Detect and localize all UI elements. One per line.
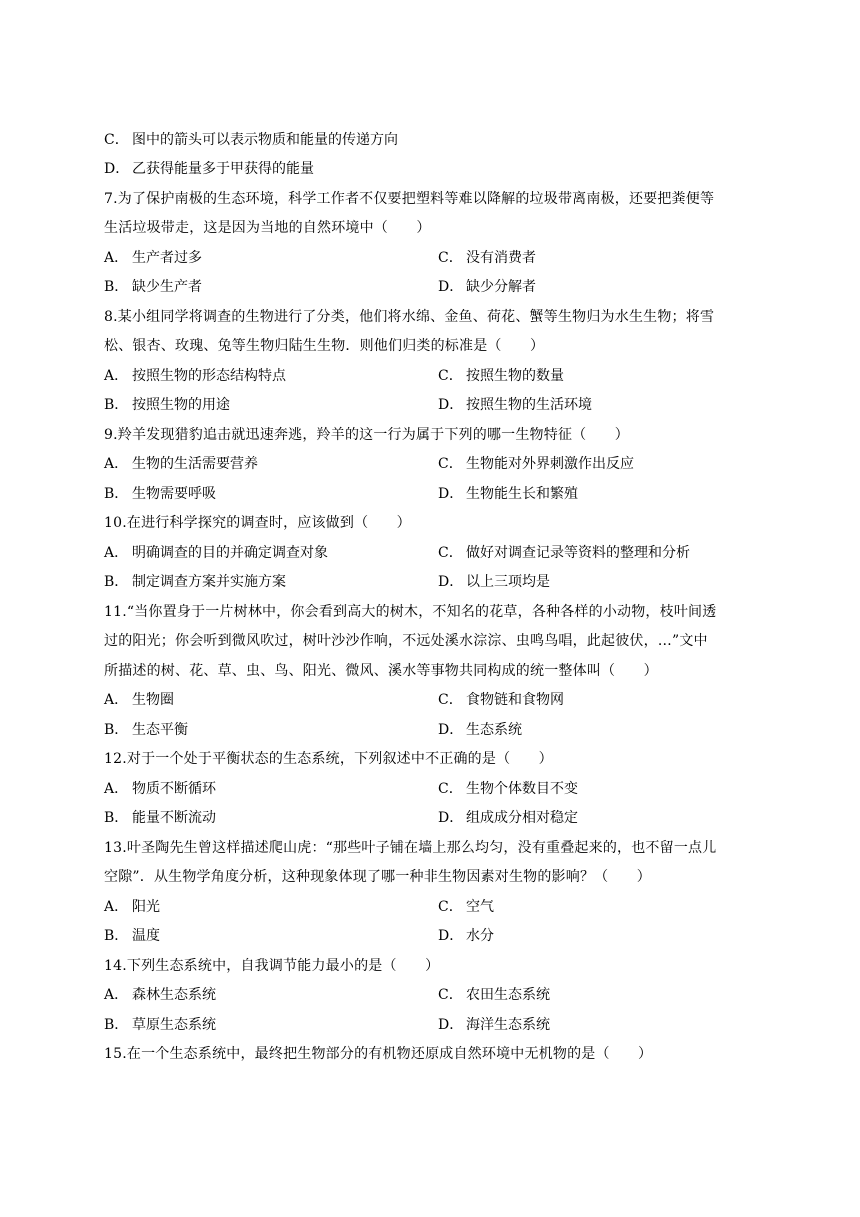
question-9-text-1: 9.羚羊发现猎豹追击就迅速奔逃，羚羊的这一行为属于下列的哪一生物特征（ ） (104, 427, 629, 443)
question-11-option-d (438, 721, 522, 739)
question-8-text-2: 松、银杏、玫瑰、兔等生物归陆生生物．则他们归类的标准是（ ） (104, 338, 545, 354)
option-letter: B． (104, 1017, 129, 1033)
question-8-option-d (438, 396, 592, 414)
question-13-option-a (104, 898, 160, 916)
option-letter: B． (104, 810, 129, 826)
option-letter: A． (104, 456, 129, 472)
option-letter: B． (104, 928, 129, 944)
question-8-option-b (104, 396, 230, 414)
question-9-option-a (104, 455, 258, 473)
option-letter: C． (438, 250, 463, 266)
question-12-option-b (104, 809, 216, 827)
question-10-option-c (438, 544, 690, 562)
question-9-option-d (438, 485, 578, 503)
question-10-option-d (438, 573, 550, 591)
question-15-text-1: 15.在一个生态系统中，最终把生物部分的有机物还原成自然环境中无机物的是（ ） (104, 1046, 653, 1062)
option-text: 按照生物的数量 (466, 368, 564, 384)
question-7-option-d (438, 278, 536, 296)
question-8-text-1: 8.某小组同学将调查的生物进行了分类，他们将水绵、金鱼、荷花、蟹等生物归为水生生物；将雪 (104, 309, 715, 325)
option-letter: B． (104, 279, 129, 295)
question-13-option-d (438, 927, 494, 945)
option-text: 阳光 (132, 899, 160, 915)
option-text: 海洋生态系统 (466, 1017, 550, 1033)
option-text: 生态系统 (466, 722, 522, 738)
option-letter: A． (104, 899, 129, 915)
question-10-option-a (104, 544, 328, 562)
question-11-option-b (104, 721, 188, 739)
option-text: 乙获得能量多于甲获得的能量 (132, 161, 314, 177)
option-text: 以上三项均是 (466, 574, 550, 590)
option-letter: D． (438, 810, 464, 826)
question-9-option-b (104, 485, 216, 503)
option-letter: B． (104, 722, 129, 738)
fragment-option-d (104, 160, 314, 178)
option-text: 生物需要呼吸 (132, 486, 216, 502)
option-text: 按照生物的用途 (132, 397, 230, 413)
option-letter: D． (438, 722, 464, 738)
question-11-text-1: 11.“当你置身于一片树林中，你会看到高大的树木，不知名的花草，各种各样的小动物，枝叶间透 (104, 604, 717, 620)
question-7-text-2: 生活垃圾带走，这是因为当地的自然环境中（ ） (104, 220, 431, 236)
option-text: 草原生态系统 (132, 1017, 216, 1033)
option-text: 温度 (132, 928, 160, 944)
question-13-text-2: 空隙”．从生物学角度分析，这种现象体现了哪一种非生物因素对生物的影响？（ ） (104, 869, 651, 885)
option-letter: A． (104, 781, 129, 797)
option-text: 缺少分解者 (466, 279, 536, 295)
question-14-text-1: 14.下列生态系统中，自我调节能力最小的是（ ） (104, 958, 440, 974)
question-13-option-c (438, 898, 494, 916)
option-letter: B． (104, 397, 129, 413)
option-text: 农田生态系统 (466, 987, 550, 1003)
option-letter: A． (104, 987, 129, 1003)
option-letter: D． (438, 928, 464, 944)
option-text: 生物个体数目不变 (466, 781, 578, 797)
question-14-option-d (438, 1016, 550, 1034)
option-text: 食物链和食物网 (466, 692, 564, 708)
option-text: 组成成分相对稳定 (466, 810, 578, 826)
option-text: 生物圈 (132, 692, 174, 708)
option-letter: C． (438, 781, 463, 797)
question-8-option-a (104, 367, 286, 385)
option-letter: B． (104, 574, 129, 590)
option-text: 生态平衡 (132, 722, 188, 738)
option-letter: C． (104, 132, 129, 148)
question-13-option-b (104, 927, 160, 945)
question-11-option-a (104, 691, 174, 709)
option-letter: A． (104, 692, 129, 708)
option-letter: D． (438, 486, 464, 502)
question-10-text-1: 10.在进行科学探究的调查时，应该做到（ ） (104, 515, 411, 531)
option-letter: C． (438, 545, 463, 561)
question-12-option-a (104, 780, 216, 798)
question-8-option-c (438, 367, 564, 385)
question-11-text-3: 所描述的树、花、草、虫、鸟、阳光、微风、溪水等事物共同构成的统一整体叫（ ） (104, 663, 658, 679)
option-text: 按照生物的生活环境 (466, 397, 592, 413)
question-11-option-c (438, 691, 564, 709)
option-letter: C． (438, 899, 463, 915)
option-text: 没有消费者 (466, 250, 536, 266)
option-text: 按照生物的形态结构特点 (132, 368, 286, 384)
question-12-option-c (438, 780, 578, 798)
option-text: 做好对调查记录等资料的整理和分析 (466, 545, 690, 561)
option-text: 生物能对外界刺激作出反应 (466, 456, 634, 472)
option-letter: C． (438, 987, 463, 1003)
option-text: 能量不断流动 (132, 810, 216, 826)
option-letter: D． (438, 397, 464, 413)
question-11-text-2: 过的阳光；你会听到微风吹过，树叶沙沙作响，不远处溪水淙淙、虫鸣鸟唱，此起彼伏，…”文中 (104, 633, 708, 649)
option-letter: A． (104, 545, 129, 561)
option-text: 空气 (466, 899, 494, 915)
option-text: 制定调查方案并实施方案 (132, 574, 286, 590)
question-7-option-a (104, 249, 202, 267)
option-letter: C． (438, 692, 463, 708)
option-text: 水分 (466, 928, 494, 944)
option-text: 明确调查的目的并确定调查对象 (132, 545, 328, 561)
option-letter: D． (438, 1017, 464, 1033)
option-letter: B． (104, 486, 129, 502)
question-14-option-a (104, 986, 216, 1004)
option-letter: A． (104, 250, 129, 266)
option-letter: D． (104, 161, 130, 177)
option-text: 缺少生产者 (132, 279, 202, 295)
question-12-option-d (438, 809, 578, 827)
question-7-text-1: 7.为了保护南极的生态环境，科学工作者不仅要把塑料等难以降解的垃圾带离南极，还要把粪便等 (104, 191, 715, 207)
question-14-option-b (104, 1016, 216, 1034)
option-text: 图中的箭头可以表示物质和能量的传递方向 (132, 132, 398, 148)
option-text: 生物的生活需要营养 (132, 456, 258, 472)
fragment-option-c (104, 131, 398, 149)
option-letter: C． (438, 456, 463, 472)
question-12-text-1: 12.对于一个处于平衡状态的生态系统，下列叙述中不正确的是（ ） (104, 751, 553, 767)
option-text: 森林生态系统 (132, 987, 216, 1003)
option-text: 生物能生长和繁殖 (466, 486, 578, 502)
question-10-option-b (104, 573, 286, 591)
question-7-option-b (104, 278, 202, 296)
question-9-option-c (438, 455, 634, 473)
option-text: 生产者过多 (132, 250, 202, 266)
option-letter: C． (438, 368, 463, 384)
question-7-option-c (438, 249, 536, 267)
option-letter: D． (438, 279, 464, 295)
option-text: 物质不断循环 (132, 781, 216, 797)
option-letter: A． (104, 368, 129, 384)
question-13-text-1: 13.叶圣陶先生曾这样描述爬山虎：“那些叶子铺在墙上那么均匀，没有重叠起来的，也不留一点儿 (104, 840, 717, 856)
question-14-option-c (438, 986, 550, 1004)
option-letter: D． (438, 574, 464, 590)
